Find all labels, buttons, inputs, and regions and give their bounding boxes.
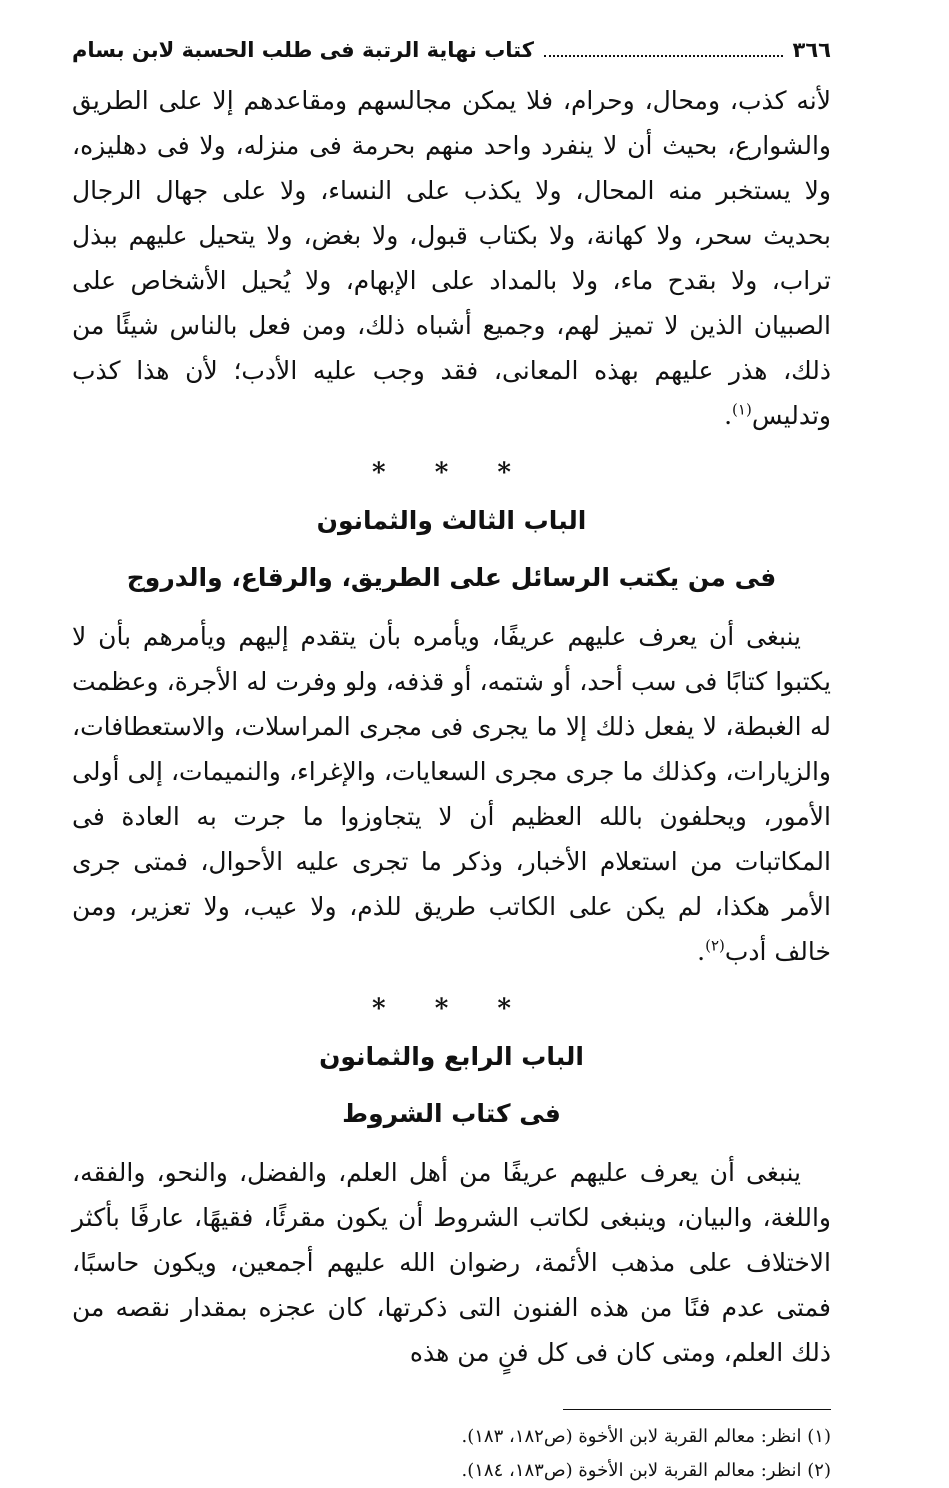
leader-dots: [544, 55, 783, 57]
page-number: ٣٦٦: [792, 38, 831, 62]
chapter-83-end: .: [697, 937, 706, 966]
chapter-84-paragraph: ينبغى أن يعرف عليهم عريفًا من أهل العلم، والفضل، والنحو، والفقه، واللغة، والبيان، وينبغى لكاتب الشروط أن يكون مقرئًا، فقيهًا، عارفًا بأكثر الاختلاف على مذهب الأئمة، رضوان الله عليهم أجمعين، ويكون حاسبًا، فمتى عدم فنًا من هذه الفنون التى ذكرتها، كان عجزه بمقدار نقصه من ذلك العلم، ومتى كان فى كل فنٍ من هذه: [72, 1158, 831, 1367]
footnote-1: (١) انظر: معالم القربة لابن الأخوة (ص١٨٢، ١٨٣).: [461, 1426, 831, 1447]
footnote-rule: [563, 1409, 831, 1410]
intro-text: لأنه كذب، ومحال، وحرام، فلا يمكن مجالسهم ومقاعدهم إلا على الطريق والشوارع، بحيث أن لا ينفرد واحد منهم بحرمة فى منزله، ولا فى دهليزه، ولا يستخبر منه المحال، ولا يكذب على النساء، ولا على جهال الرجال بحديث سحر، ولا كهانة، ولا بكتاب قبول، ولا بغض، ولا يتحيل عليهم ببذل تراب، ولا بقدح ماء، ولا بالمداد على الإبهام، ولا يُحيل الأشخاص على الصبيان الذين لا تميز لهم، وجميع أشباه ذلك، ومن فعل بالناس شيئًا من ذلك، هذر عليهم بهذه المعانى، فقد وجب عليه الأدب؛ لأن هذا كذب وتدليس: [72, 86, 831, 430]
footnote-ref-2: (٢): [705, 936, 725, 955]
chapter-84-title: الباب الرابع والثمانون: [319, 1042, 584, 1071]
chapter-84-subtitle: فى كتاب الشروط: [342, 1099, 561, 1128]
intro-end: .: [724, 401, 733, 430]
section-separator: * * *: [372, 458, 531, 488]
chapter-83-title: الباب الثالث والثمانون: [316, 506, 587, 535]
chapter-83-text: ينبغى أن يعرف عليهم عريفًا، ويأمره بأن يتقدم إليهم ويأمرهم بأن لا يكتبوا كتابًا فى سب أحد، أو شتمه، أو قذفه، ولو وفرت له الأجرة، وعظمت له الغبطة، لا يفعل ذلك إلا ما يجرى فى مجرى المراسلات، والاستعطافات، والزيارات، وكذلك ما جرى مجرى السعايات، والإغراء، والنميمات، إلى أولى الأمور، ويحلفون بالله العظيم أن لا يتجاوزوا ما جرت به العادة فى المكاتبات من استعلام الأخبار، وذكر ما تجرى عليه الأحوال، فمتى جرى الأمر هكذا، لم يكن على الكاتب طريق للذم، ولا عيب، ولا تعزير، ومن خالف أدب: [72, 622, 831, 966]
book-title: كتاب نهاية الرتبة فى طلب الحسبة لابن بسام: [72, 38, 534, 62]
chapter-83-paragraph: [72, 614, 831, 974]
footnote-ref-1: (١): [732, 400, 752, 419]
intro-paragraph: [72, 78, 831, 438]
footnote-2: (٢) انظر: معالم القربة لابن الأخوة (ص١٨٣، ١٨٤).: [461, 1460, 831, 1481]
chapter-83-subtitle: فى من يكتب الرسائل على الطريق، والرقاع، والدروج: [126, 563, 777, 592]
section-separator-2: * * *: [372, 994, 531, 1024]
running-head: [72, 38, 831, 78]
